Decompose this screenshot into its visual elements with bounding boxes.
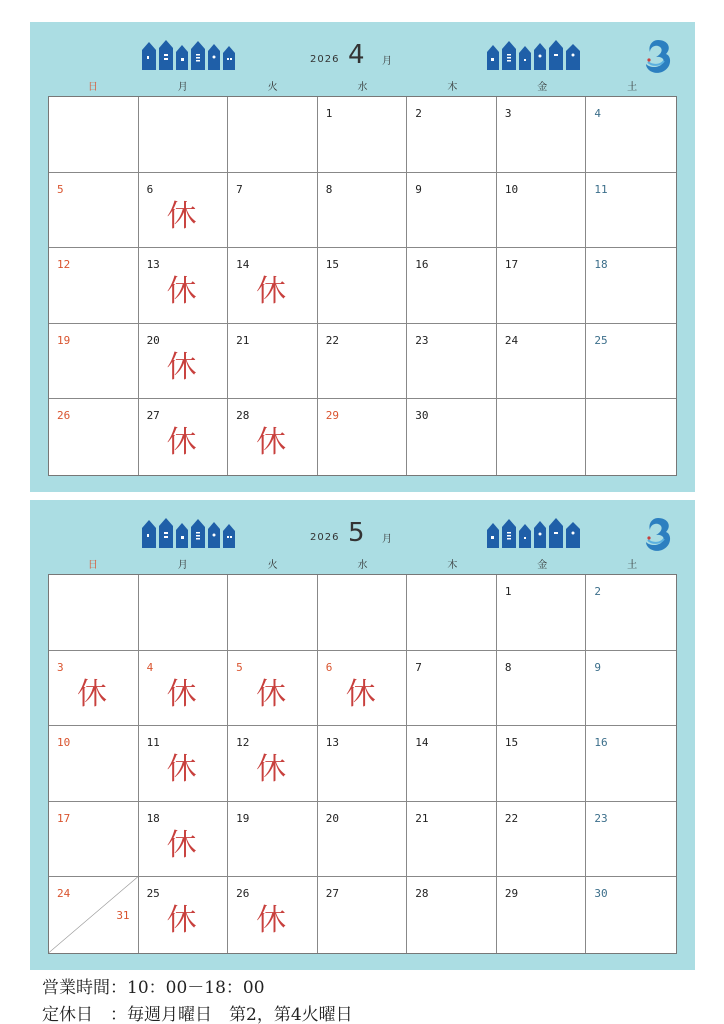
houses-decoration-icon bbox=[140, 40, 240, 70]
day-number: 24 bbox=[504, 333, 519, 347]
day-number: 22 bbox=[325, 333, 339, 347]
day-cell bbox=[228, 324, 318, 400]
day-cell bbox=[586, 651, 676, 727]
wave-logo-icon bbox=[642, 36, 674, 78]
day-number: 5 bbox=[57, 182, 64, 196]
day-cell bbox=[497, 173, 587, 249]
day-cell bbox=[407, 575, 497, 651]
weekday-header-row bbox=[48, 78, 677, 94]
closed-day-mark: 休 bbox=[166, 274, 197, 310]
day-cell bbox=[497, 97, 587, 173]
day-number: 7 bbox=[415, 660, 422, 674]
day-number: 11 bbox=[146, 736, 160, 750]
day-cell bbox=[407, 173, 497, 249]
day-cell bbox=[228, 248, 318, 324]
day-cell bbox=[49, 248, 139, 324]
day-cell bbox=[49, 97, 139, 173]
day-cell bbox=[407, 802, 497, 878]
day-number: 20 bbox=[146, 333, 160, 347]
day-number: 27 bbox=[146, 409, 160, 423]
day-number: 14 bbox=[415, 736, 429, 750]
weekday-label: 水 bbox=[357, 82, 368, 93]
day-cell bbox=[49, 399, 139, 475]
day-number: 18 bbox=[594, 258, 608, 272]
day-cell bbox=[49, 877, 139, 953]
day-number: 10 bbox=[504, 182, 519, 196]
day-number: 22 bbox=[504, 811, 519, 825]
day-number: 9 bbox=[594, 660, 602, 674]
day-cell bbox=[318, 97, 408, 173]
closed-day-mark: 休 bbox=[256, 274, 287, 310]
month-number: 5 bbox=[348, 518, 365, 548]
day-cell bbox=[318, 248, 408, 324]
year-label: 2026 bbox=[310, 532, 340, 543]
day-number: 28 bbox=[415, 887, 429, 901]
day-cell bbox=[586, 97, 676, 173]
weekday-label: 月 bbox=[177, 560, 188, 571]
day-cell bbox=[49, 324, 139, 400]
day-cell bbox=[586, 877, 676, 953]
closed-day-mark: 休 bbox=[166, 349, 197, 385]
closed-day-mark: 休 bbox=[345, 676, 376, 712]
day-cell bbox=[586, 399, 676, 475]
day-number: 13 bbox=[146, 258, 160, 272]
day-number: 1 bbox=[504, 585, 512, 598]
day-number: 11 bbox=[594, 182, 608, 196]
day-cell bbox=[586, 248, 676, 324]
day-cell bbox=[49, 575, 139, 651]
calendar-april bbox=[30, 22, 695, 492]
day-cell bbox=[586, 173, 676, 249]
day-number: 8 bbox=[504, 660, 512, 674]
month-number: 4 bbox=[348, 40, 365, 70]
day-cell bbox=[139, 726, 229, 802]
day-cell bbox=[497, 802, 587, 878]
day-cell bbox=[228, 399, 318, 475]
day-cell bbox=[497, 575, 587, 651]
day-number-secondary: 31 bbox=[116, 909, 130, 923]
day-cell bbox=[228, 97, 318, 173]
day-cell bbox=[318, 575, 408, 651]
day-number: 29 bbox=[504, 887, 519, 901]
day-cell bbox=[318, 324, 408, 400]
day-cell bbox=[139, 173, 229, 249]
day-number: 17 bbox=[504, 258, 519, 272]
closed-day-mark: 休 bbox=[256, 752, 287, 788]
day-number: 17 bbox=[57, 811, 71, 825]
regular-holidays: 定休日 ：毎週月曜日 第2，第4火曜日 bbox=[42, 1005, 353, 1024]
day-cell bbox=[407, 97, 497, 173]
day-number: 2 bbox=[594, 585, 602, 598]
day-cell bbox=[497, 877, 587, 953]
day-number: 19 bbox=[57, 333, 71, 347]
weekday-label: 木 bbox=[447, 560, 458, 571]
day-number: 23 bbox=[415, 333, 429, 347]
day-cell bbox=[228, 877, 318, 953]
day-number: 4 bbox=[146, 660, 154, 674]
day-cell bbox=[497, 324, 587, 400]
closed-day-mark: 休 bbox=[77, 676, 107, 712]
day-number: 30 bbox=[415, 409, 429, 423]
closed-day-mark: 休 bbox=[166, 425, 197, 461]
day-number: 1 bbox=[325, 107, 333, 120]
day-number: 2 bbox=[415, 107, 422, 120]
day-cell bbox=[228, 802, 318, 878]
day-cell bbox=[139, 97, 229, 173]
day-number: 12 bbox=[236, 736, 250, 750]
day-cell bbox=[228, 726, 318, 802]
closed-day-mark: 休 bbox=[256, 903, 287, 939]
closed-day-mark: 休 bbox=[166, 198, 197, 234]
day-cell bbox=[586, 324, 676, 400]
houses-decoration-icon bbox=[485, 518, 585, 548]
weekday-label: 土 bbox=[627, 560, 638, 571]
day-number: 21 bbox=[415, 811, 429, 825]
day-number: 3 bbox=[57, 660, 64, 674]
day-number: 14 bbox=[236, 258, 250, 272]
houses-decoration-icon bbox=[485, 40, 585, 70]
weekday-label: 日 bbox=[87, 560, 98, 571]
day-number: 16 bbox=[415, 258, 429, 272]
day-number: 13 bbox=[325, 736, 339, 750]
day-cell bbox=[139, 802, 229, 878]
day-cell bbox=[139, 575, 229, 651]
day-cell bbox=[49, 802, 139, 878]
weekday-label: 火 bbox=[267, 82, 278, 93]
day-cell bbox=[318, 173, 408, 249]
calendar-grid bbox=[48, 574, 677, 954]
day-cell bbox=[139, 324, 229, 400]
calendar-header bbox=[30, 500, 695, 550]
weekday-label: 金 bbox=[537, 560, 548, 571]
day-number: 4 bbox=[594, 107, 602, 120]
closed-day-mark: 休 bbox=[166, 903, 197, 939]
day-number: 25 bbox=[594, 333, 608, 347]
day-number: 6 bbox=[146, 182, 154, 196]
day-number: 30 bbox=[594, 887, 608, 901]
calendar-header bbox=[30, 22, 695, 72]
day-cell bbox=[407, 248, 497, 324]
day-cell bbox=[228, 575, 318, 651]
day-number: 9 bbox=[415, 182, 422, 196]
day-cell bbox=[228, 173, 318, 249]
day-number: 12 bbox=[57, 258, 71, 272]
day-number: 10 bbox=[57, 736, 71, 750]
weekday-header-row bbox=[48, 556, 677, 572]
closed-day-mark: 休 bbox=[166, 676, 197, 712]
weekday-label: 金 bbox=[537, 82, 548, 93]
day-cell bbox=[139, 248, 229, 324]
day-number: 8 bbox=[325, 182, 333, 196]
closed-day-mark: 休 bbox=[256, 425, 287, 461]
day-cell bbox=[318, 651, 408, 727]
wave-logo-icon bbox=[642, 514, 674, 556]
closed-day-mark: 休 bbox=[166, 827, 197, 863]
weekday-label: 火 bbox=[267, 560, 278, 571]
day-cell bbox=[407, 877, 497, 953]
weekday-label: 木 bbox=[447, 82, 458, 93]
day-cell bbox=[49, 651, 139, 727]
weekday-label: 日 bbox=[87, 82, 98, 93]
day-cell bbox=[497, 726, 587, 802]
closed-day-mark: 休 bbox=[256, 676, 287, 712]
day-cell bbox=[586, 575, 676, 651]
day-number: 15 bbox=[325, 258, 339, 272]
day-cell bbox=[407, 399, 497, 475]
year-label: 2026 bbox=[310, 54, 340, 65]
weekday-label: 月 bbox=[177, 82, 188, 93]
day-cell bbox=[49, 726, 139, 802]
day-cell bbox=[407, 651, 497, 727]
day-cell bbox=[139, 651, 229, 727]
day-cell bbox=[407, 324, 497, 400]
month-suffix: 月 bbox=[382, 56, 392, 67]
day-number: 19 bbox=[236, 811, 250, 825]
closed-day-mark: 休 bbox=[166, 752, 197, 788]
day-number: 26 bbox=[57, 409, 71, 423]
day-cell bbox=[228, 651, 318, 727]
weekday-label: 土 bbox=[627, 82, 638, 93]
month-suffix: 月 bbox=[382, 534, 392, 545]
day-number: 27 bbox=[325, 887, 339, 901]
day-cell bbox=[318, 877, 408, 953]
weekday-label: 水 bbox=[357, 560, 368, 571]
day-number: 23 bbox=[594, 811, 608, 825]
day-number: 16 bbox=[594, 736, 608, 750]
houses-decoration-icon bbox=[140, 518, 240, 548]
day-cell bbox=[586, 802, 676, 878]
day-number: 25 bbox=[146, 887, 160, 901]
day-number: 3 bbox=[504, 107, 512, 120]
day-number: 24 bbox=[57, 887, 71, 901]
business-hours: 営業時間：10：00－18：00 bbox=[42, 978, 265, 998]
calendar-grid bbox=[48, 96, 677, 476]
day-number: 7 bbox=[236, 182, 243, 196]
day-number: 21 bbox=[236, 333, 250, 347]
day-number: 18 bbox=[146, 811, 160, 825]
day-number: 26 bbox=[236, 887, 250, 901]
day-number: 15 bbox=[504, 736, 519, 750]
day-number: 28 bbox=[236, 409, 250, 423]
day-cell bbox=[318, 726, 408, 802]
day-cell bbox=[497, 248, 587, 324]
day-number: 29 bbox=[325, 409, 339, 423]
day-cell bbox=[318, 399, 408, 475]
day-number: 6 bbox=[325, 660, 333, 674]
day-cell bbox=[586, 726, 676, 802]
day-cell bbox=[497, 651, 587, 727]
day-cell bbox=[49, 173, 139, 249]
day-number: 20 bbox=[325, 811, 339, 825]
day-cell bbox=[318, 802, 408, 878]
day-cell bbox=[139, 399, 229, 475]
calendar-may bbox=[30, 500, 695, 970]
day-number: 5 bbox=[236, 660, 243, 674]
day-cell bbox=[497, 399, 587, 475]
day-cell bbox=[407, 726, 497, 802]
day-cell bbox=[139, 877, 229, 953]
